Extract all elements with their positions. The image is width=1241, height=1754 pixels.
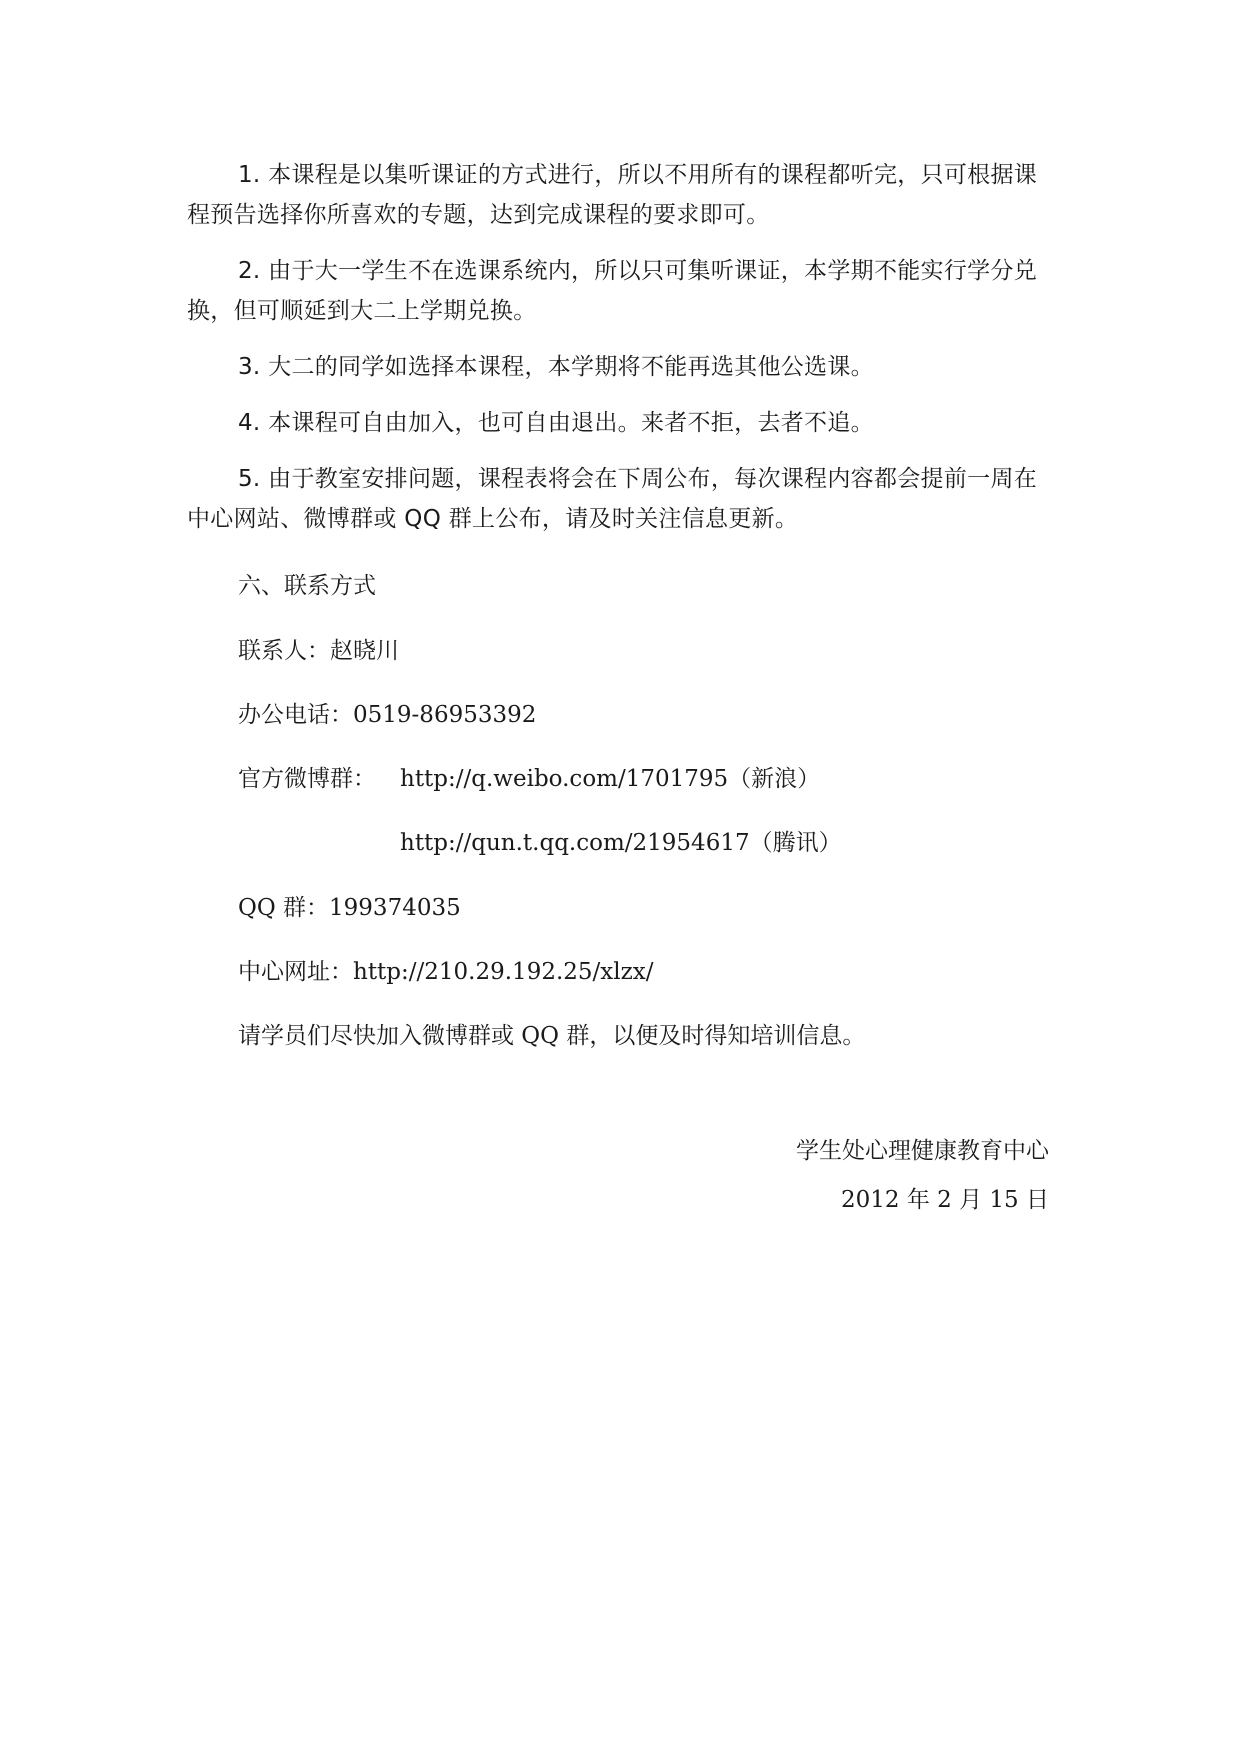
contact-heading: 六、联系方式 <box>238 573 376 599</box>
course-notes <box>187 155 1049 555</box>
note-item-2: 2. 由于大一学生不在选课系统内，所以只可集听课证，本学期不能实行学分兑换，但可顺延到大二上学期兑换。 <box>187 258 1038 324</box>
contact-qq-label: QQ 群： <box>238 895 330 921</box>
contact-weibo <box>238 764 838 794</box>
contact-weibo-label: 官方微博群： <box>238 766 376 792</box>
contact-site-label: 中心网址： <box>238 959 353 985</box>
contact-site-link[interactable]: http://210.29.192.25/xlzx/ <box>353 959 654 985</box>
note-item-1: 1. 本课程是以集听课证的方式进行，所以不用所有的课程都听完，只可根据课程预告选择你所喜欢的专题，达到完成课程的要求即可。 <box>187 162 1038 228</box>
signature-org: 学生处心理健康教育中心 <box>796 1138 1049 1164</box>
contact-person-label: 联系人： <box>238 638 330 664</box>
weibo-tencent-link[interactable]: http://qun.t.qq.com/21954617（腾讯） <box>400 830 842 856</box>
contact-phone-label: 办公电话： <box>238 702 353 728</box>
note-item-3: 3. 大二的同学如选择本课程，本学期将不能再选其他公选课。 <box>238 354 874 380</box>
contact-phone <box>238 700 536 730</box>
note-item-4: 4. 本课程可自由加入，也可自由退出。来者不拒，去者不追。 <box>238 410 874 436</box>
contact-reminder: 请学员们尽快加入微博群或 QQ 群，以便及时得知培训信息。 <box>238 1023 866 1049</box>
contact-site <box>238 957 653 987</box>
contact-qq-number: 199374035 <box>329 895 461 921</box>
weibo-sina-link[interactable]: http://q.weibo.com/1701795（新浪） <box>400 766 821 792</box>
note-item-5: 5. 由于教室安排问题，课程表将会在下周公布，每次课程内容都会提前一周在中心网站、微博群或 QQ 群上公布，请及时关注信息更新。 <box>187 466 1038 532</box>
signature-date: 2012 年 2 月 15 日 <box>841 1187 1049 1213</box>
contact-person-name: 赵晓川 <box>330 638 399 664</box>
contact-person <box>238 636 399 666</box>
contact-qq <box>238 893 461 923</box>
contact-phone-number: 0519-86953392 <box>353 702 537 728</box>
